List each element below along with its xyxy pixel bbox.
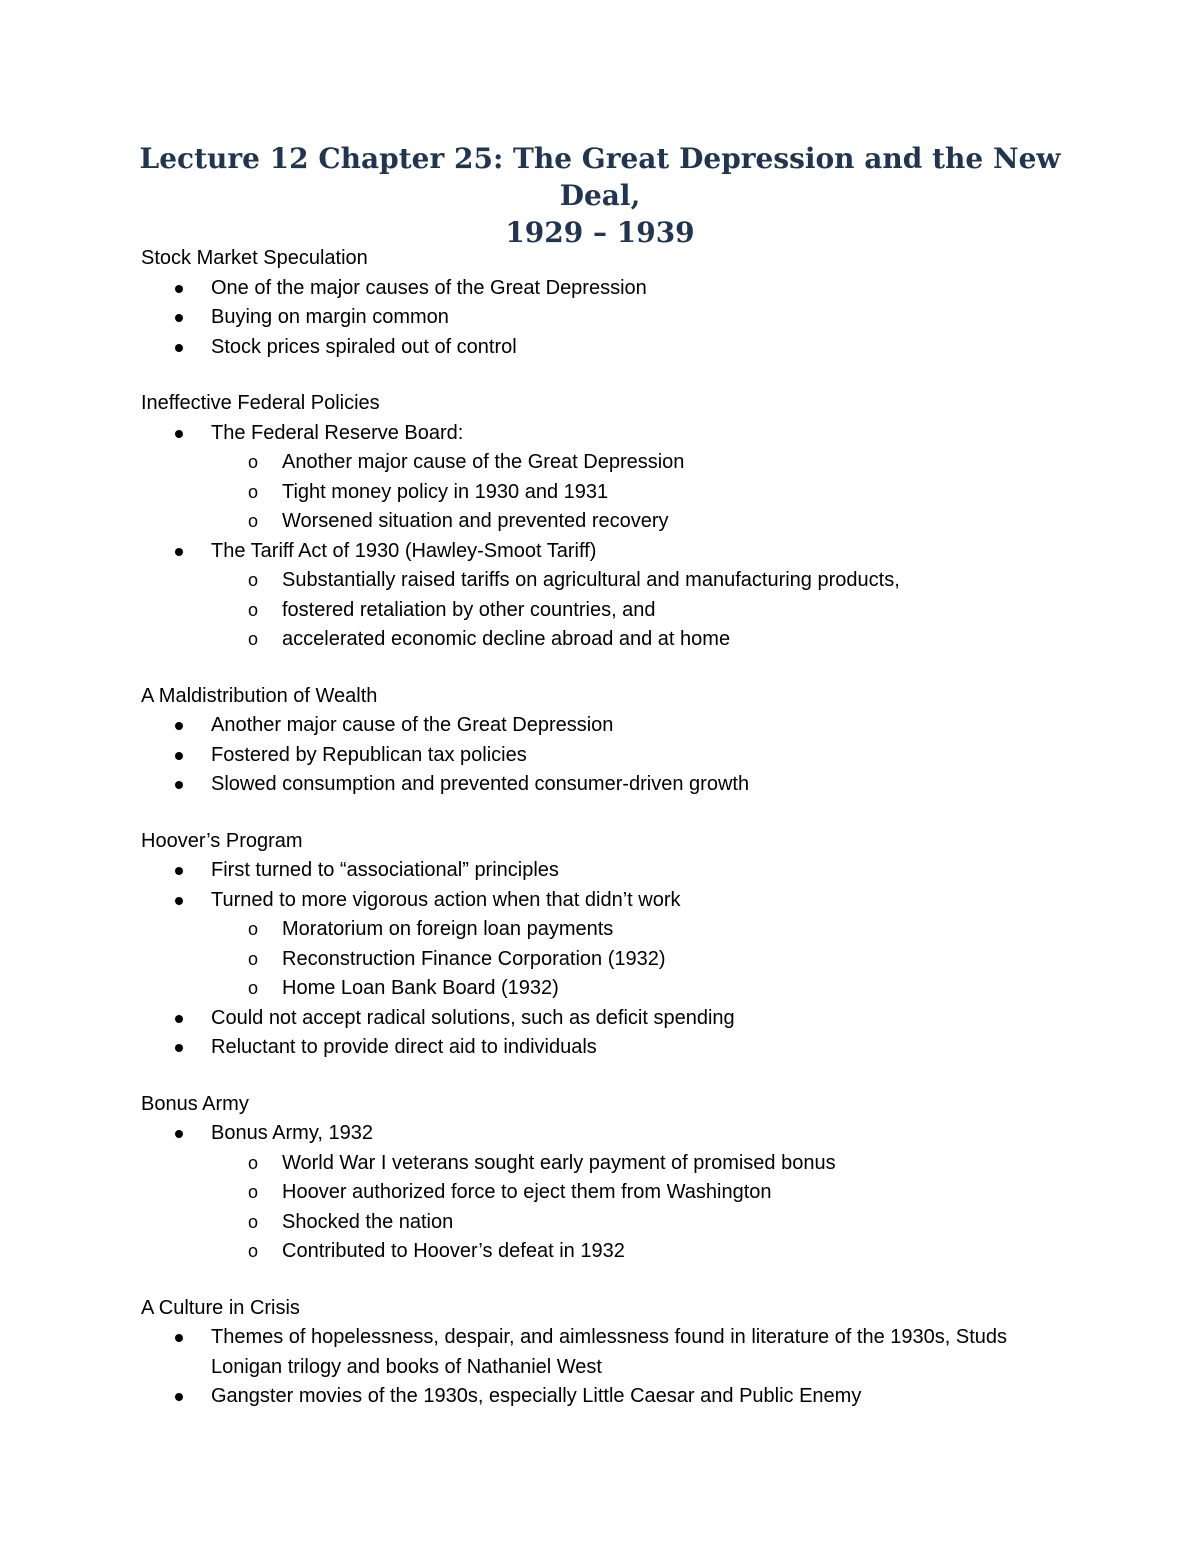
hollow-bullet-icon: o <box>248 452 259 472</box>
section-heading: A Culture in Crisis <box>141 1296 300 1319</box>
sub-bullet-text: Home Loan Bank Board (1932) <box>282 977 559 999</box>
bullet-text: Themes of hopelessness, despair, and aimlessness found in literature of the 1930s, Studs Lonigan trilogy and books of Nathaniel West <box>211 1326 1008 1378</box>
bullet-text: The Federal Reserve Board: <box>211 421 464 444</box>
bullet-item <box>141 1382 1081 1412</box>
bullet-item <box>141 741 1081 771</box>
bullet-item <box>141 333 1081 363</box>
sub-bullet-text: Reconstruction Finance Corporation (1932) <box>282 947 666 970</box>
section-heading: A Maldistribution of Wealth <box>141 684 378 707</box>
bullet-dot-icon <box>175 548 183 556</box>
sub-bullet-item <box>141 478 1081 508</box>
outline-section <box>141 244 1081 362</box>
bullet-dot-icon <box>175 1334 183 1342</box>
bullet-dot-icon <box>175 344 183 352</box>
sub-bullet-item <box>141 625 1081 655</box>
bullet-dot-icon <box>175 867 183 875</box>
bullet-text: Bonus Army, 1932 <box>211 1122 373 1144</box>
bullet-dot-icon <box>175 1130 183 1138</box>
hollow-bullet-icon: o <box>248 481 259 502</box>
bullet-dot-icon <box>175 752 183 760</box>
bullet-text: First turned to “associational” principles <box>211 859 559 881</box>
bullet-dot-icon <box>175 314 183 322</box>
sub-bullet-text: accelerated economic decline abroad and at home <box>282 628 731 650</box>
bullet-text: Another major cause of the Great Depression <box>211 714 614 736</box>
section-heading: Ineffective Federal Policies <box>141 392 380 414</box>
hollow-bullet-icon: o <box>248 1182 259 1202</box>
outline-section <box>141 827 1081 1063</box>
bullet-item <box>141 537 1081 567</box>
hollow-bullet-icon: o <box>248 1241 259 1261</box>
outline-section <box>141 1294 1081 1412</box>
bullet-item <box>141 856 1081 886</box>
sub-bullet-text: Another major cause of the Great Depression <box>282 451 685 473</box>
bullet-item <box>141 1033 1081 1063</box>
sub-bullet-item <box>141 945 1081 975</box>
bullet-text: Buying on margin common <box>211 306 449 328</box>
section-heading: Hoover’s Program <box>141 829 303 852</box>
bullet-item <box>141 419 1081 449</box>
sub-bullet-item <box>141 1237 1081 1267</box>
bullet-text: The Tariff Act of 1930 (Hawley-Smoot Tariff) <box>211 539 597 562</box>
hollow-bullet-icon: o <box>248 599 259 620</box>
outline-section <box>141 389 1081 655</box>
bullet-item <box>141 1323 1081 1382</box>
bullet-text: Slowed consumption and prevented consumer-driven growth <box>211 773 750 795</box>
bullet-dot-icon <box>175 897 183 905</box>
outline-section <box>141 1090 1081 1267</box>
bullet-item <box>141 886 1081 916</box>
bullet-dot-icon <box>175 722 183 730</box>
bullet-text: Reluctant to provide direct aid to individuals <box>211 1036 597 1058</box>
sub-bullet-text: Contributed to Hoover’s defeat in 1932 <box>282 1240 625 1262</box>
sub-bullet-item <box>141 974 1081 1004</box>
outline-section <box>141 682 1081 800</box>
bullet-text: Fostered by Republican tax policies <box>211 743 527 766</box>
sub-bullet-item <box>141 1178 1081 1208</box>
sub-bullet-item <box>141 1149 1081 1179</box>
bullet-item <box>141 1004 1081 1034</box>
sub-bullet-item <box>141 915 1081 945</box>
bullet-text: Turned to more vigorous action when that didn’t work <box>211 888 681 911</box>
title-line-1: Lecture 12 Chapter 25: The Great Depression and the New Deal, <box>139 142 1061 212</box>
hollow-bullet-icon: o <box>248 948 259 969</box>
bullet-item <box>141 711 1081 741</box>
hollow-bullet-icon: o <box>248 978 259 998</box>
bullet-dot-icon <box>175 1015 183 1023</box>
sub-bullet-text: fostered retaliation by other countries, and <box>282 598 656 621</box>
section-heading: Stock Market Speculation <box>141 247 368 269</box>
sub-bullet-item <box>141 448 1081 478</box>
bullet-text: Gangster movies of the 1930s, especially Little Caesar and Public Enemy <box>211 1385 862 1407</box>
bullet-dot-icon <box>175 1044 183 1052</box>
document-title <box>100 140 1100 251</box>
bullet-text: One of the major causes of the Great Depression <box>211 276 647 299</box>
bullet-text: Stock prices spiraled out of control <box>211 335 517 358</box>
document-body <box>141 244 1081 1439</box>
sub-bullet-item <box>141 1208 1081 1238</box>
hollow-bullet-icon: o <box>248 1211 259 1232</box>
sub-bullet-item <box>141 566 1081 596</box>
hollow-bullet-icon: o <box>248 1152 259 1173</box>
hollow-bullet-icon: o <box>248 511 259 531</box>
bullet-dot-icon <box>175 781 183 789</box>
bullet-item <box>141 1119 1081 1149</box>
sub-bullet-text: Hoover authorized force to eject them from Washington <box>282 1181 772 1203</box>
sub-bullet-item <box>141 596 1081 626</box>
section-heading: Bonus Army <box>141 1092 249 1115</box>
bullet-item <box>141 274 1081 304</box>
bullet-dot-icon <box>175 1393 183 1401</box>
sub-bullet-item <box>141 507 1081 537</box>
sub-bullet-text: Moratorium on foreign loan payments <box>282 918 614 940</box>
title-line-2: 1929 – 1939 <box>505 216 695 249</box>
sub-bullet-text: Substantially raised tariffs on agricultural and manufacturing products, <box>282 569 900 591</box>
sub-bullet-text: Worsened situation and prevented recovery <box>282 510 669 532</box>
bullet-item <box>141 303 1081 333</box>
hollow-bullet-icon: o <box>248 629 259 649</box>
bullet-text: Could not accept radical solutions, such as deficit spending <box>211 1006 735 1029</box>
sub-bullet-text: Tight money policy in 1930 and 1931 <box>282 480 609 503</box>
sub-bullet-text: Shocked the nation <box>282 1210 454 1233</box>
hollow-bullet-icon: o <box>248 570 259 590</box>
bullet-dot-icon <box>175 430 183 438</box>
sub-bullet-text: World War I veterans sought early payment of promised bonus <box>282 1151 836 1174</box>
bullet-item <box>141 770 1081 800</box>
bullet-dot-icon <box>175 285 183 293</box>
hollow-bullet-icon: o <box>248 919 259 939</box>
